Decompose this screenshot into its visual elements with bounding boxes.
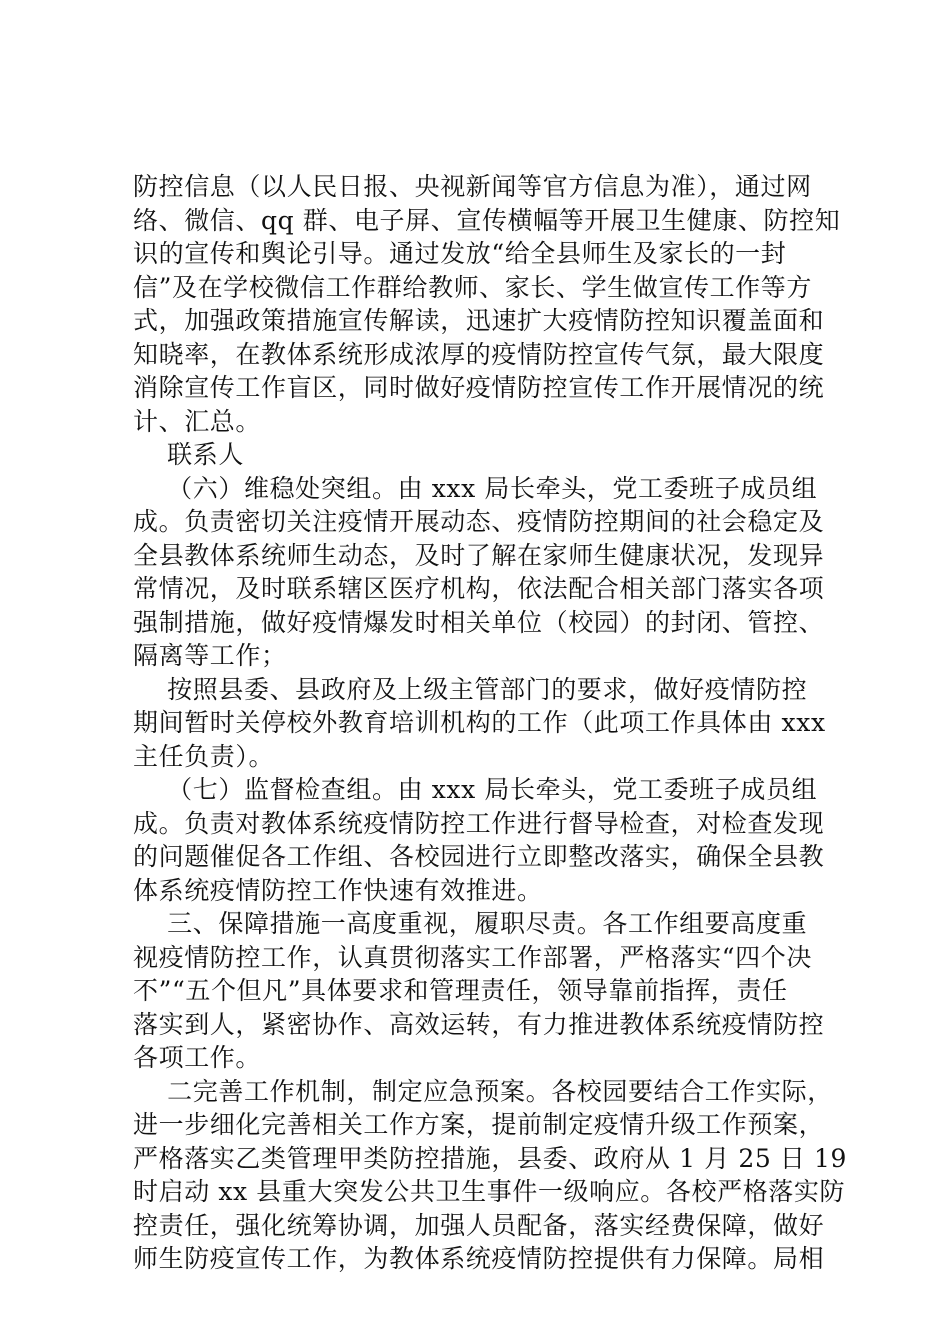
text-line: （六）维稳处突组。由 xxx 局长牵头，党工委班子成员组 [133,473,818,503]
text-line: 师生防疫宣传工作，为教体系统疫情防控提供有力保障。局相 [133,1244,825,1273]
text-line: 体系统疫情防控工作快速有效推进。 [133,875,543,905]
text-line: 成。负责密切关注疫情开展动态、疫情防控期间的社会稳定及 [133,507,825,536]
text-line: 的问题催促各工作组、各校园进行立即整改落实，确保全县教 [133,842,825,871]
text-line: 强制措施，做好疫情爆发时相关单位（校园）的封闭、管控、 [133,607,825,637]
text-line: 期间暂时关停校外教育培训机构的工作（此项工作具体由 xxx [133,708,826,737]
text-line: 式，加强政策措施宣传解读，迅速扩大疫情防控知识覆盖面和 [133,306,825,335]
text-line: 视疫情防控工作，认真贯彻落实工作部署，严格落实“四个决 [133,942,812,972]
document-body [133,170,848,1276]
text-line: 成。负责对教体系统疫情防控工作进行督导检查，对检查发现 [133,808,825,838]
text-line: 二完善工作机制，制定应急预案。各校园要结合工作实际， [133,1076,833,1106]
text-line: 知晓率，在教体系统形成浓厚的疫情防控宣传气氛，最大限度 [133,339,825,369]
text-line: 络、微信、qq 群、电子屏、宣传横幅等开展卫生健康、防控知 [133,205,841,235]
text-line: 不”“五个但凡”具体要求和管理责任，领导靠前指挥，责任 [133,976,788,1005]
contact-heading: 联系人 [133,440,244,469]
text-line: （七）监督检查组。由 xxx 局长牵头，党工委班子成员组 [133,775,818,804]
text-line: 计、汇总。 [133,406,262,436]
text-line: 按照县委、县政府及上级主管部门的要求，做好疫情防控 [133,674,808,704]
text-line: 严格落实乙类管理甲类防控措施，县委、政府从 1 月 25 日 19 [133,1143,848,1173]
text-line: 主任负责）。 [133,741,275,771]
text-line: 控责任，强化统筹协调，加强人员配备，落实经费保障，做好 [133,1210,825,1240]
text-line: 信”及在学校微信工作群给教师、家长、学生做宣传工作等方 [133,272,812,302]
text-line: 时启动 xx 县重大突发公共卫生事件一级响应。各校严格落实防 [133,1177,846,1206]
text-line: 全县教体系统师生动态，及时了解在家师生健康状况，发现异 [133,540,825,570]
text-line: 识的宣传和舆论引导。通过发放“给全县师生及家长的一封 [133,239,787,268]
text-line: 防控信息（以人民日报、央视新闻等官方信息为准），通过网 [133,172,812,201]
text-line: 落实到人，紧密协作、高效运转，有力推进教体系统疫情防控 [133,1009,825,1039]
text-line: 隔离等工作； [133,641,287,670]
text-line: 常情况，及时联系辖区医疗机构，依法配合相关部门落实各项 [133,574,825,603]
text-line: 三、保障措施一高度重视，履职尽责。各工作组要高度重 [133,909,808,938]
text-line: 进一步细化完善相关工作方案，提前制定疫情升级工作预案， [133,1110,825,1139]
text-line: 消除宣传工作盲区，同时做好疫情防控宣传工作开展情况的统 [133,373,825,402]
text-line: 各项工作。 [133,1043,262,1072]
